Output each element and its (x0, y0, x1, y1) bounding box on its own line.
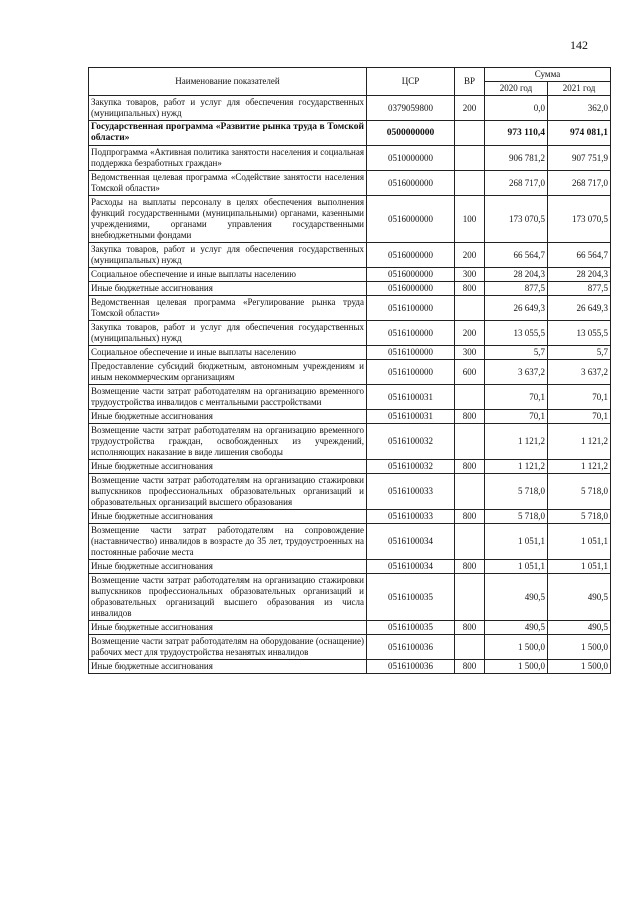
row-csr: 0516100032 (367, 460, 455, 474)
table-row (89, 268, 611, 282)
row-vr (455, 171, 485, 196)
row-name: Иные бюджетные ассигнования (89, 660, 367, 674)
row-vr (455, 424, 485, 460)
row-name: Иные бюджетные ассигнования (89, 560, 367, 574)
row-value-2020: 26 649,3 (485, 296, 548, 321)
table-row (89, 360, 611, 385)
table-row (89, 196, 611, 243)
row-value-2020: 973 110,4 (485, 121, 548, 146)
row-name: Возмещение части затрат работодателям на сопровождение (наставничество) инвалидов в возрасте до 35 лет, трудоустроенных на постоянные рабочие места (89, 524, 367, 560)
row-value-2021: 5 718,0 (548, 510, 611, 524)
table-row (89, 460, 611, 474)
row-value-2020: 5 718,0 (485, 510, 548, 524)
row-name: Государственная программа «Развитие рынка труда в Томской области» (89, 121, 367, 146)
row-value-2020: 28 204,3 (485, 268, 548, 282)
row-value-2021: 66 564,7 (548, 243, 611, 268)
table-row (89, 635, 611, 660)
page-number: 142 (570, 38, 588, 52)
row-name: Иные бюджетные ассигнования (89, 282, 367, 296)
row-value-2021: 70,1 (548, 385, 611, 410)
row-name: Возмещение части затрат работодателям на организацию стажировки выпускников профессиональных образовательных организаций и образовательных организаций высшего образования (89, 474, 367, 510)
table-body (89, 96, 611, 674)
row-csr: 0516100034 (367, 560, 455, 574)
row-csr: 0516100032 (367, 424, 455, 460)
row-name: Иные бюджетные ассигнования (89, 410, 367, 424)
row-value-2020: 1 051,1 (485, 560, 548, 574)
row-value-2021: 5,7 (548, 346, 611, 360)
row-value-2021: 1 051,1 (548, 560, 611, 574)
row-value-2020: 70,1 (485, 410, 548, 424)
row-value-2021: 490,5 (548, 621, 611, 635)
row-value-2021: 5 718,0 (548, 474, 611, 510)
row-value-2020: 5,7 (485, 346, 548, 360)
row-vr: 800 (455, 410, 485, 424)
row-name: Расходы на выплаты персоналу в целях обеспечения выполнения функций государственными (муниципальными) органами, казенными учреждениями, органами управления государственными внебюджетными фондами (89, 196, 367, 243)
row-csr: 0516100031 (367, 385, 455, 410)
row-vr (455, 121, 485, 146)
row-value-2021: 268 717,0 (548, 171, 611, 196)
row-csr: 0516000000 (367, 196, 455, 243)
row-vr (455, 146, 485, 171)
table-row (89, 243, 611, 268)
row-value-2020: 3 637,2 (485, 360, 548, 385)
row-name: Возмещение части затрат работодателям на организацию временного трудоустройства граждан, освобожденных из учреждений, исполняющих наказание в виде лишения свободы (89, 424, 367, 460)
row-csr: 0516100000 (367, 360, 455, 385)
row-csr: 0516100036 (367, 660, 455, 674)
row-csr: 0500000000 (367, 121, 455, 146)
row-csr: 0516100031 (367, 410, 455, 424)
row-value-2021: 1 051,1 (548, 524, 611, 560)
row-value-2021: 974 081,1 (548, 121, 611, 146)
row-value-2021: 1 121,2 (548, 424, 611, 460)
budget-table (88, 67, 611, 674)
row-vr: 800 (455, 560, 485, 574)
row-csr: 0516100034 (367, 524, 455, 560)
row-vr (455, 474, 485, 510)
table-header (89, 68, 611, 96)
row-value-2020: 1 121,2 (485, 424, 548, 460)
table-row (89, 560, 611, 574)
row-name: Социальное обеспечение и иные выплаты населению (89, 346, 367, 360)
table-row (89, 385, 611, 410)
row-csr: 0379059800 (367, 96, 455, 121)
header-csr: ЦСР (367, 68, 455, 96)
row-csr: 0516100035 (367, 621, 455, 635)
row-csr: 0516000000 (367, 268, 455, 282)
table-row (89, 574, 611, 621)
row-vr: 600 (455, 360, 485, 385)
row-name: Социальное обеспечение и иные выплаты населению (89, 268, 367, 282)
row-value-2021: 490,5 (548, 574, 611, 621)
row-vr: 300 (455, 268, 485, 282)
row-value-2021: 1 121,2 (548, 460, 611, 474)
row-name: Ведомственная целевая программа «Содействие занятости населения Томской области» (89, 171, 367, 196)
row-value-2020: 1 500,0 (485, 660, 548, 674)
row-name: Закупка товаров, работ и услуг для обеспечения государственных (муниципальных) нужд (89, 243, 367, 268)
row-vr: 200 (455, 96, 485, 121)
row-vr: 800 (455, 460, 485, 474)
row-value-2020: 490,5 (485, 621, 548, 635)
row-value-2020: 173 070,5 (485, 196, 548, 243)
row-csr: 0510000000 (367, 146, 455, 171)
row-value-2020: 1 121,2 (485, 460, 548, 474)
row-value-2020: 70,1 (485, 385, 548, 410)
row-name: Подпрограмма «Активная политика занятости населения и социальная поддержка безработных граждан» (89, 146, 367, 171)
row-value-2021: 28 204,3 (548, 268, 611, 282)
row-csr: 0516000000 (367, 282, 455, 296)
row-vr: 800 (455, 621, 485, 635)
table-row (89, 96, 611, 121)
header-sum: Сумма (485, 68, 611, 82)
row-value-2020: 5 718,0 (485, 474, 548, 510)
row-vr: 800 (455, 660, 485, 674)
row-vr: 100 (455, 196, 485, 243)
row-name: Иные бюджетные ассигнования (89, 460, 367, 474)
row-vr: 200 (455, 243, 485, 268)
table-row (89, 621, 611, 635)
row-value-2021: 877,5 (548, 282, 611, 296)
header-year-2020: 2020 год (485, 82, 548, 96)
row-value-2021: 70,1 (548, 410, 611, 424)
row-csr: 0516000000 (367, 243, 455, 268)
row-vr (455, 574, 485, 621)
header-year-2021: 2021 год (548, 82, 611, 96)
row-csr: 0516100035 (367, 574, 455, 621)
row-vr: 300 (455, 346, 485, 360)
table-row (89, 346, 611, 360)
row-value-2020: 906 781,2 (485, 146, 548, 171)
row-vr (455, 385, 485, 410)
row-vr: 800 (455, 282, 485, 296)
row-value-2020: 0,0 (485, 96, 548, 121)
table-row (89, 146, 611, 171)
row-value-2021: 362,0 (548, 96, 611, 121)
row-value-2021: 1 500,0 (548, 635, 611, 660)
row-value-2021: 13 055,5 (548, 321, 611, 346)
row-csr: 0516100033 (367, 510, 455, 524)
table-row (89, 510, 611, 524)
row-value-2021: 1 500,0 (548, 660, 611, 674)
row-name: Иные бюджетные ассигнования (89, 621, 367, 635)
row-csr: 0516100036 (367, 635, 455, 660)
row-csr: 0516100033 (367, 474, 455, 510)
row-vr (455, 524, 485, 560)
row-value-2020: 13 055,5 (485, 321, 548, 346)
row-name: Возмещение части затрат работодателям на организацию стажировки выпускников профессиональных образовательных организаций и образовательных организаций высшего образования из числа инвалидов (89, 574, 367, 621)
row-name: Ведомственная целевая программа «Регулирование рынка труда Томской области» (89, 296, 367, 321)
row-name: Закупка товаров, работ и услуг для обеспечения государственных (муниципальных) нужд (89, 321, 367, 346)
header-vr: ВР (455, 68, 485, 96)
row-value-2020: 490,5 (485, 574, 548, 621)
row-value-2020: 877,5 (485, 282, 548, 296)
table-row (89, 660, 611, 674)
row-csr: 0516000000 (367, 171, 455, 196)
row-vr: 200 (455, 321, 485, 346)
table-row (89, 282, 611, 296)
row-csr: 0516100000 (367, 321, 455, 346)
row-name: Возмещение части затрат работодателям на организацию временного трудоустройства инвалидов с ментальными расстройствами (89, 385, 367, 410)
table-row (89, 524, 611, 560)
table-row (89, 424, 611, 460)
row-value-2021: 173 070,5 (548, 196, 611, 243)
row-vr: 800 (455, 510, 485, 524)
table-row (89, 296, 611, 321)
row-value-2020: 1 500,0 (485, 635, 548, 660)
row-value-2020: 268 717,0 (485, 171, 548, 196)
table-row (89, 171, 611, 196)
row-csr: 0516100000 (367, 346, 455, 360)
table-row (89, 410, 611, 424)
row-name: Закупка товаров, работ и услуг для обеспечения государственных (муниципальных) нужд (89, 96, 367, 121)
table-row (89, 474, 611, 510)
row-vr (455, 635, 485, 660)
row-name: Иные бюджетные ассигнования (89, 510, 367, 524)
row-value-2021: 3 637,2 (548, 360, 611, 385)
row-value-2021: 907 751,9 (548, 146, 611, 171)
table-row (89, 321, 611, 346)
row-csr: 0516100000 (367, 296, 455, 321)
row-value-2021: 26 649,3 (548, 296, 611, 321)
row-name: Предоставление субсидий бюджетным, автономным учреждениям и иным некоммерческим организациям (89, 360, 367, 385)
table-row (89, 121, 611, 146)
row-value-2020: 1 051,1 (485, 524, 548, 560)
header-name: Наименование показателей (89, 68, 367, 96)
row-vr (455, 296, 485, 321)
row-value-2020: 66 564,7 (485, 243, 548, 268)
row-name: Возмещение части затрат работодателям на оборудование (оснащение) рабочих мест для трудоустройства незанятых инвалидов (89, 635, 367, 660)
